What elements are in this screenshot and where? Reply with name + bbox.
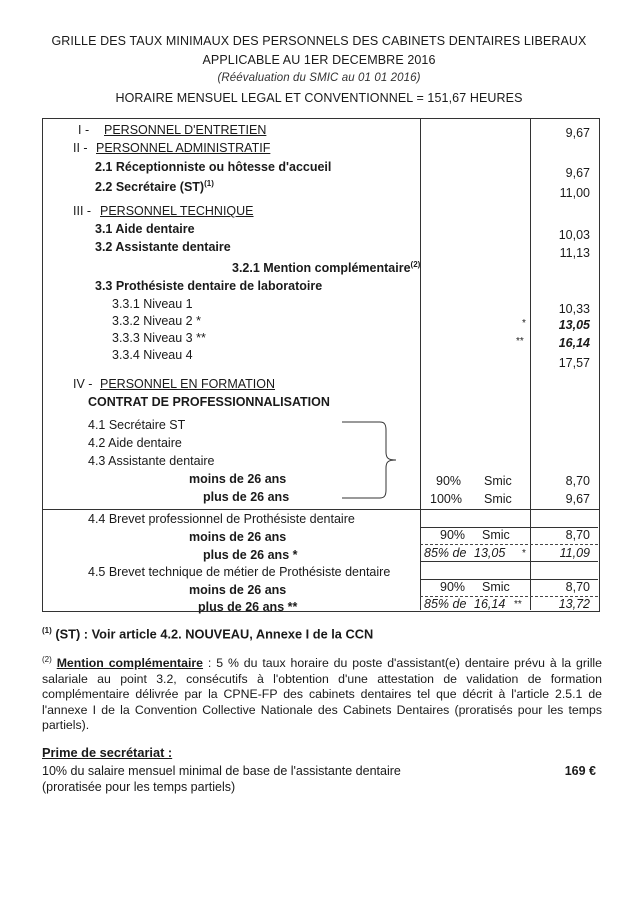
g3-plus-mark: ** xyxy=(514,599,522,610)
prime-amount: 169 € xyxy=(564,764,596,778)
doc-title: GRILLE DES TAUX MINIMAUX DES PERSONNELS DES CABINETS DENTAIRES LIBERAUX xyxy=(51,34,587,48)
section-2-title: PERSONNEL ADMINISTRATIF xyxy=(96,141,271,155)
mention-complementaire-label: 3.2.1 Mention complémentaire$^{(2)}$ xyxy=(232,260,421,276)
g3-moins-pct: 90% xyxy=(440,580,466,594)
g3-plus-base: 16,14 xyxy=(474,597,506,611)
item-3-2-label: 3.2 Assistante dentaire xyxy=(95,240,231,254)
g2-moins-base: Smic xyxy=(482,528,510,542)
col-divider-2 xyxy=(530,118,531,610)
item-3-2-rate: 11,13 xyxy=(559,246,590,260)
group-1-plus-label: plus de 26 ans xyxy=(203,490,290,504)
footnote-2: $^{(2)}$ Mention complémentaire : 5 % du taux horaire du poste d'assistant(e) dentaire prévu à la grille salariale au point 3.2, consécutifs à l'obtention d'une attestation de validation de formation complémentaire délivrée par la CPNE-FP des cabinets dentaires tel que décrit à l'article 2.5.1 de l'annexe I de la Convention Collective Nationale des Cabinets Dentaires (proratisés pour les temps partiels). xyxy=(42,655,603,733)
item-2-1-rate: 9,67 xyxy=(565,166,590,180)
g1-moins-pct: 90% xyxy=(436,474,462,488)
level-3-label: 3.3.3 Niveau 3 ** xyxy=(112,331,206,345)
footnote-2-title: Mention complémentaire xyxy=(56,656,204,671)
group-3-moins-label: moins de 26 ans xyxy=(189,583,287,597)
g3-plus-pct: 85% de xyxy=(424,597,467,611)
prime-line-1: 10% du salaire mensuel minimal de base de l'assistante dentaire xyxy=(42,764,401,778)
row-divider-formation xyxy=(42,509,599,510)
group-3-plus-label: plus de 26 ans ** xyxy=(198,600,298,614)
section-2-num: II - xyxy=(73,141,88,155)
doc-hours-line: HORAIRE MENSUEL LEGAL ET CONVENTIONNEL = 151,67 HEURES xyxy=(115,91,523,105)
item-3-1-rate: 10,03 xyxy=(558,228,590,242)
g1-moins-rate: 8,70 xyxy=(565,474,590,488)
section-3-title: PERSONNEL TECHNIQUE xyxy=(100,204,254,218)
level-3-rate: 16,14 xyxy=(558,336,590,350)
g2-plus-base: 13,05 xyxy=(474,546,506,560)
group-brace xyxy=(340,420,400,500)
g2-moins-rate: 8,70 xyxy=(565,528,590,542)
item-2-2-rate: 11,00 xyxy=(559,186,590,200)
item-4-2-label: 4.2 Aide dentaire xyxy=(88,436,182,450)
g2-plus-rate: 11,09 xyxy=(559,546,590,560)
level-2-rate: 13,05 xyxy=(558,318,590,332)
item-4-3-label: 4.3 Assistante dentaire xyxy=(88,454,215,468)
g1-plus-base: Smic xyxy=(484,492,512,506)
g1-plus-pct: 100% xyxy=(430,492,462,506)
level-1-label: 3.3.1 Niveau 1 xyxy=(112,297,193,311)
doc-subtitle: APPLICABLE AU 1ER DECEMBRE 2016 xyxy=(202,53,436,67)
item-2-2-label: 2.2 Secrétaire (ST)$^{(1)}$ xyxy=(95,179,214,195)
section-4-title: PERSONNEL EN FORMATION xyxy=(100,377,276,391)
item-3-1-label: 3.1 Aide dentaire xyxy=(95,222,195,236)
g3-plus-rate: 13,72 xyxy=(558,597,590,611)
item-4-4-label: 4.4 Brevet professionnel de Prothésiste dentaire xyxy=(88,512,355,526)
group-1-moins-label: moins de 26 ans xyxy=(189,472,287,486)
prime-title: Prime de secrétariat : xyxy=(42,745,173,760)
g2-plus-pct: 85% de xyxy=(424,546,467,560)
group-2-plus-label: plus de 26 ans * xyxy=(203,548,298,562)
item-4-1-label: 4.1 Secrétaire ST xyxy=(88,418,186,432)
group-2-moins-label: moins de 26 ans xyxy=(189,530,287,544)
section-1-num: I - xyxy=(78,123,90,137)
g2-bottom-line xyxy=(420,561,598,562)
section-4-num: IV - xyxy=(73,377,93,391)
footnote-1: $^{(1)}$ (ST) : Voir article 4.2. NOUVEAU, Annexe I de la CCN xyxy=(42,626,374,642)
col-divider-1 xyxy=(420,118,421,610)
section-4-subtitle: CONTRAT DE PROFESSIONNALISATION xyxy=(88,395,330,409)
level-2-label: 3.3.2 Niveau 2 * xyxy=(112,314,201,328)
section-1-title: PERSONNEL D'ENTRETIEN xyxy=(104,123,267,137)
g2-plus-mark: * xyxy=(522,548,526,559)
g3-moins-base: Smic xyxy=(482,580,510,594)
g1-moins-base: Smic xyxy=(484,474,512,488)
doc-revaluation-note: (Réévaluation du SMIC au 01 01 2016) xyxy=(217,72,421,84)
item-2-1-label: 2.1 Réceptionniste ou hôtesse d'accueil xyxy=(95,160,332,174)
g2-mid-dash xyxy=(420,544,598,545)
g2-moins-pct: 90% xyxy=(440,528,466,542)
footnote-2-text: : 5 % du taux horaire du poste d'assistant(e) dentaire prévu à la grille salariale au point 3.2, consécutifs à l'obtention d'une attestation de validation de formation complémentaire délivrée par la CPNE-FP des cabinets dentaires tel que décrit à l'article 2.5.1 de l'annexe I de la Convention Collective Nationale des Cabinets Dentaires (proratisés pour les temps partiels). xyxy=(42,656,603,733)
item-4-5-label: 4.5 Brevet technique de métier de Prothésiste dentaire xyxy=(88,565,391,579)
level-4-rate: 17,57 xyxy=(558,356,590,370)
g1-plus-rate: 9,67 xyxy=(565,492,590,506)
g3-moins-rate: 8,70 xyxy=(565,580,590,594)
section-3-num: III - xyxy=(73,204,92,218)
level-3-mark: ** xyxy=(516,336,524,347)
level-2-mark: * xyxy=(522,318,526,329)
section-1-rate: 9,67 xyxy=(565,126,590,140)
prime-line-2: (proratisée pour les temps partiels) xyxy=(42,780,236,794)
level-4-label: 3.3.4 Niveau 4 xyxy=(112,348,193,362)
level-1-rate: 10,33 xyxy=(558,302,590,316)
item-3-3-label: 3.3 Prothésiste dentaire de laboratoire xyxy=(95,279,323,293)
